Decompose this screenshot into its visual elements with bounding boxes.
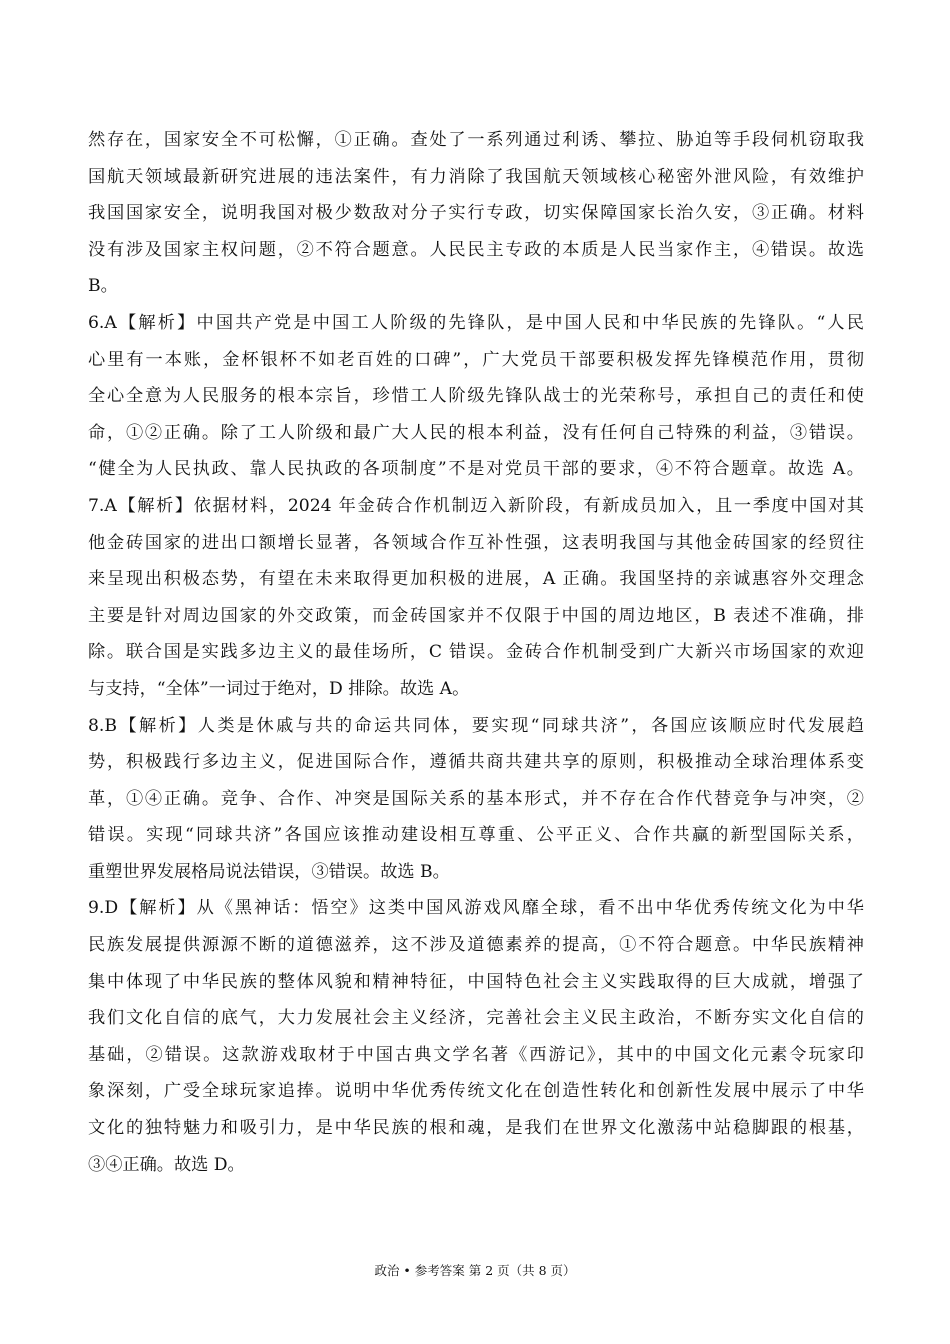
- answer-7-line: 7.A【解析】依据材料，2024 年金砖合作机制迈入新阶段，有新成员加入，且一季度中国对其: [88, 495, 864, 516]
- text-line: 与支持，“全体”一词过于绝对，D 排除。故选 A。: [88, 678, 470, 699]
- text-line: 主要是针对周边国家的外交政策，而金砖国家并不仅限于中国的周边地区，B 表述不准确，排: [88, 605, 864, 626]
- text-line: 文化的独特魅力和吸引力，是中华民族的根和魂，是我们在世界文化激荡中站稳脚跟的根基，: [88, 1118, 864, 1139]
- text-line: 国航天领域最新研究进展的违法案件，有力消除了我国航天领域核心秘密外泄风险，有效维护: [88, 166, 864, 187]
- text-line: 基础，②错误。这款游戏取材于中国古典文学名著《西游记》，其中的中国文化元素令玩家印: [88, 1044, 864, 1065]
- text-line: 势，积极践行多边主义，促进国际合作，遵循共商共建共享的原则，积极推动全球治理体系变: [88, 752, 864, 773]
- text-line: 革，①④正确。竞争、合作、冲突是国际关系的基本形式，并不存在合作代替竞争与冲突，②: [88, 788, 864, 809]
- text-line: 全心全意为人民服务的根本宗旨，珍惜工人阶级先锋队战士的光荣称号，承担自己的责任和使: [88, 386, 864, 407]
- text-line: 他金砖国家的进出口额增长显著，各领域合作互补性强，这表明我国与其他金砖国家的经贸往: [88, 532, 864, 553]
- text-line: 错误。实现“同球共济”各国应该推动建设相互尊重、公平正义、合作共赢的新型国际关系，: [88, 825, 864, 846]
- text-line: B。: [88, 276, 118, 297]
- text-line: 没有涉及国家主权问题，②不符合题意。人民民主专政的本质是人民当家作主，④错误。故选: [88, 239, 864, 260]
- text-line: 然存在，国家安全不可松懈，①正确。查处了一系列通过利诱、攀拉、胁迫等手段伺机窃取我: [88, 130, 864, 150]
- answer-9-line: 9.D【解析】从《黑神话：悟空》这类中国风游戏风靡全球，看不出中华优秀传统文化为中华: [88, 898, 864, 919]
- text-line: 除。联合国是实践多边主义的最佳场所，C 错误。金砖合作机制受到广大新兴市场国家的欢迎: [88, 642, 864, 663]
- text-line: 象深刻，广受全球玩家追捧。说明中华优秀传统文化在创造性转化和创新性发展中展示了中华: [88, 1081, 864, 1102]
- text-line: 我们文化自信的底气，大力发展社会主义经济，完善社会主义民主政治，不断夯实文化自信的: [88, 1008, 864, 1029]
- answer-text-body: [88, 122, 864, 1183]
- text-line: ③④正确。故选 D。: [88, 1154, 245, 1175]
- text-line: 我国国家安全，说明我国对极少数敌对分子实行专政，切实保障国家长治久安，③正确。材料: [88, 203, 864, 224]
- text-line: 集中体现了中华民族的整体风貌和精神特征，中国特色社会主义实践取得的巨大成就，增强了: [88, 971, 864, 992]
- text-line: 命，①②正确。除了工人阶级和最广大人民的根本利益，没有任何自己特殊的利益，③错误。: [88, 422, 864, 443]
- text-line: 来呈现出积极态势，有望在未来取得更加积极的进展，A 正确。我国坚持的亲诚惠容外交理念: [88, 569, 864, 590]
- page-footer: 政治 • 参考答案 第 2 页（共 8 页）: [374, 1263, 576, 1278]
- text-line: 心里有一本账，金杯银杯不如老百姓的口碑”，广大党员干部要积极发挥先锋模范作用，贯彻: [88, 349, 864, 370]
- answer-8-line: 8.B【解析】人类是休戚与共的命运共同体，要实现“同球共济”，各国应该顺应时代发展趋: [88, 715, 864, 736]
- text-line: 重塑世界发展格局说法错误，③错误。故选 B。: [88, 861, 450, 882]
- answer-6-line: 6.A【解析】中国共产党是中国工人阶级的先锋队，是中国人民和中华民族的先锋队。“人民: [88, 312, 864, 333]
- text-line: “健全为人民执政、靠人民执政的各项制度”不是对党员干部的要求，④不符合题章。故选 A。: [88, 459, 864, 480]
- text-line: 民族发展提供源源不断的道德滋养，这不涉及道德素养的提高，①不符合题意。中华民族精神: [88, 935, 864, 956]
